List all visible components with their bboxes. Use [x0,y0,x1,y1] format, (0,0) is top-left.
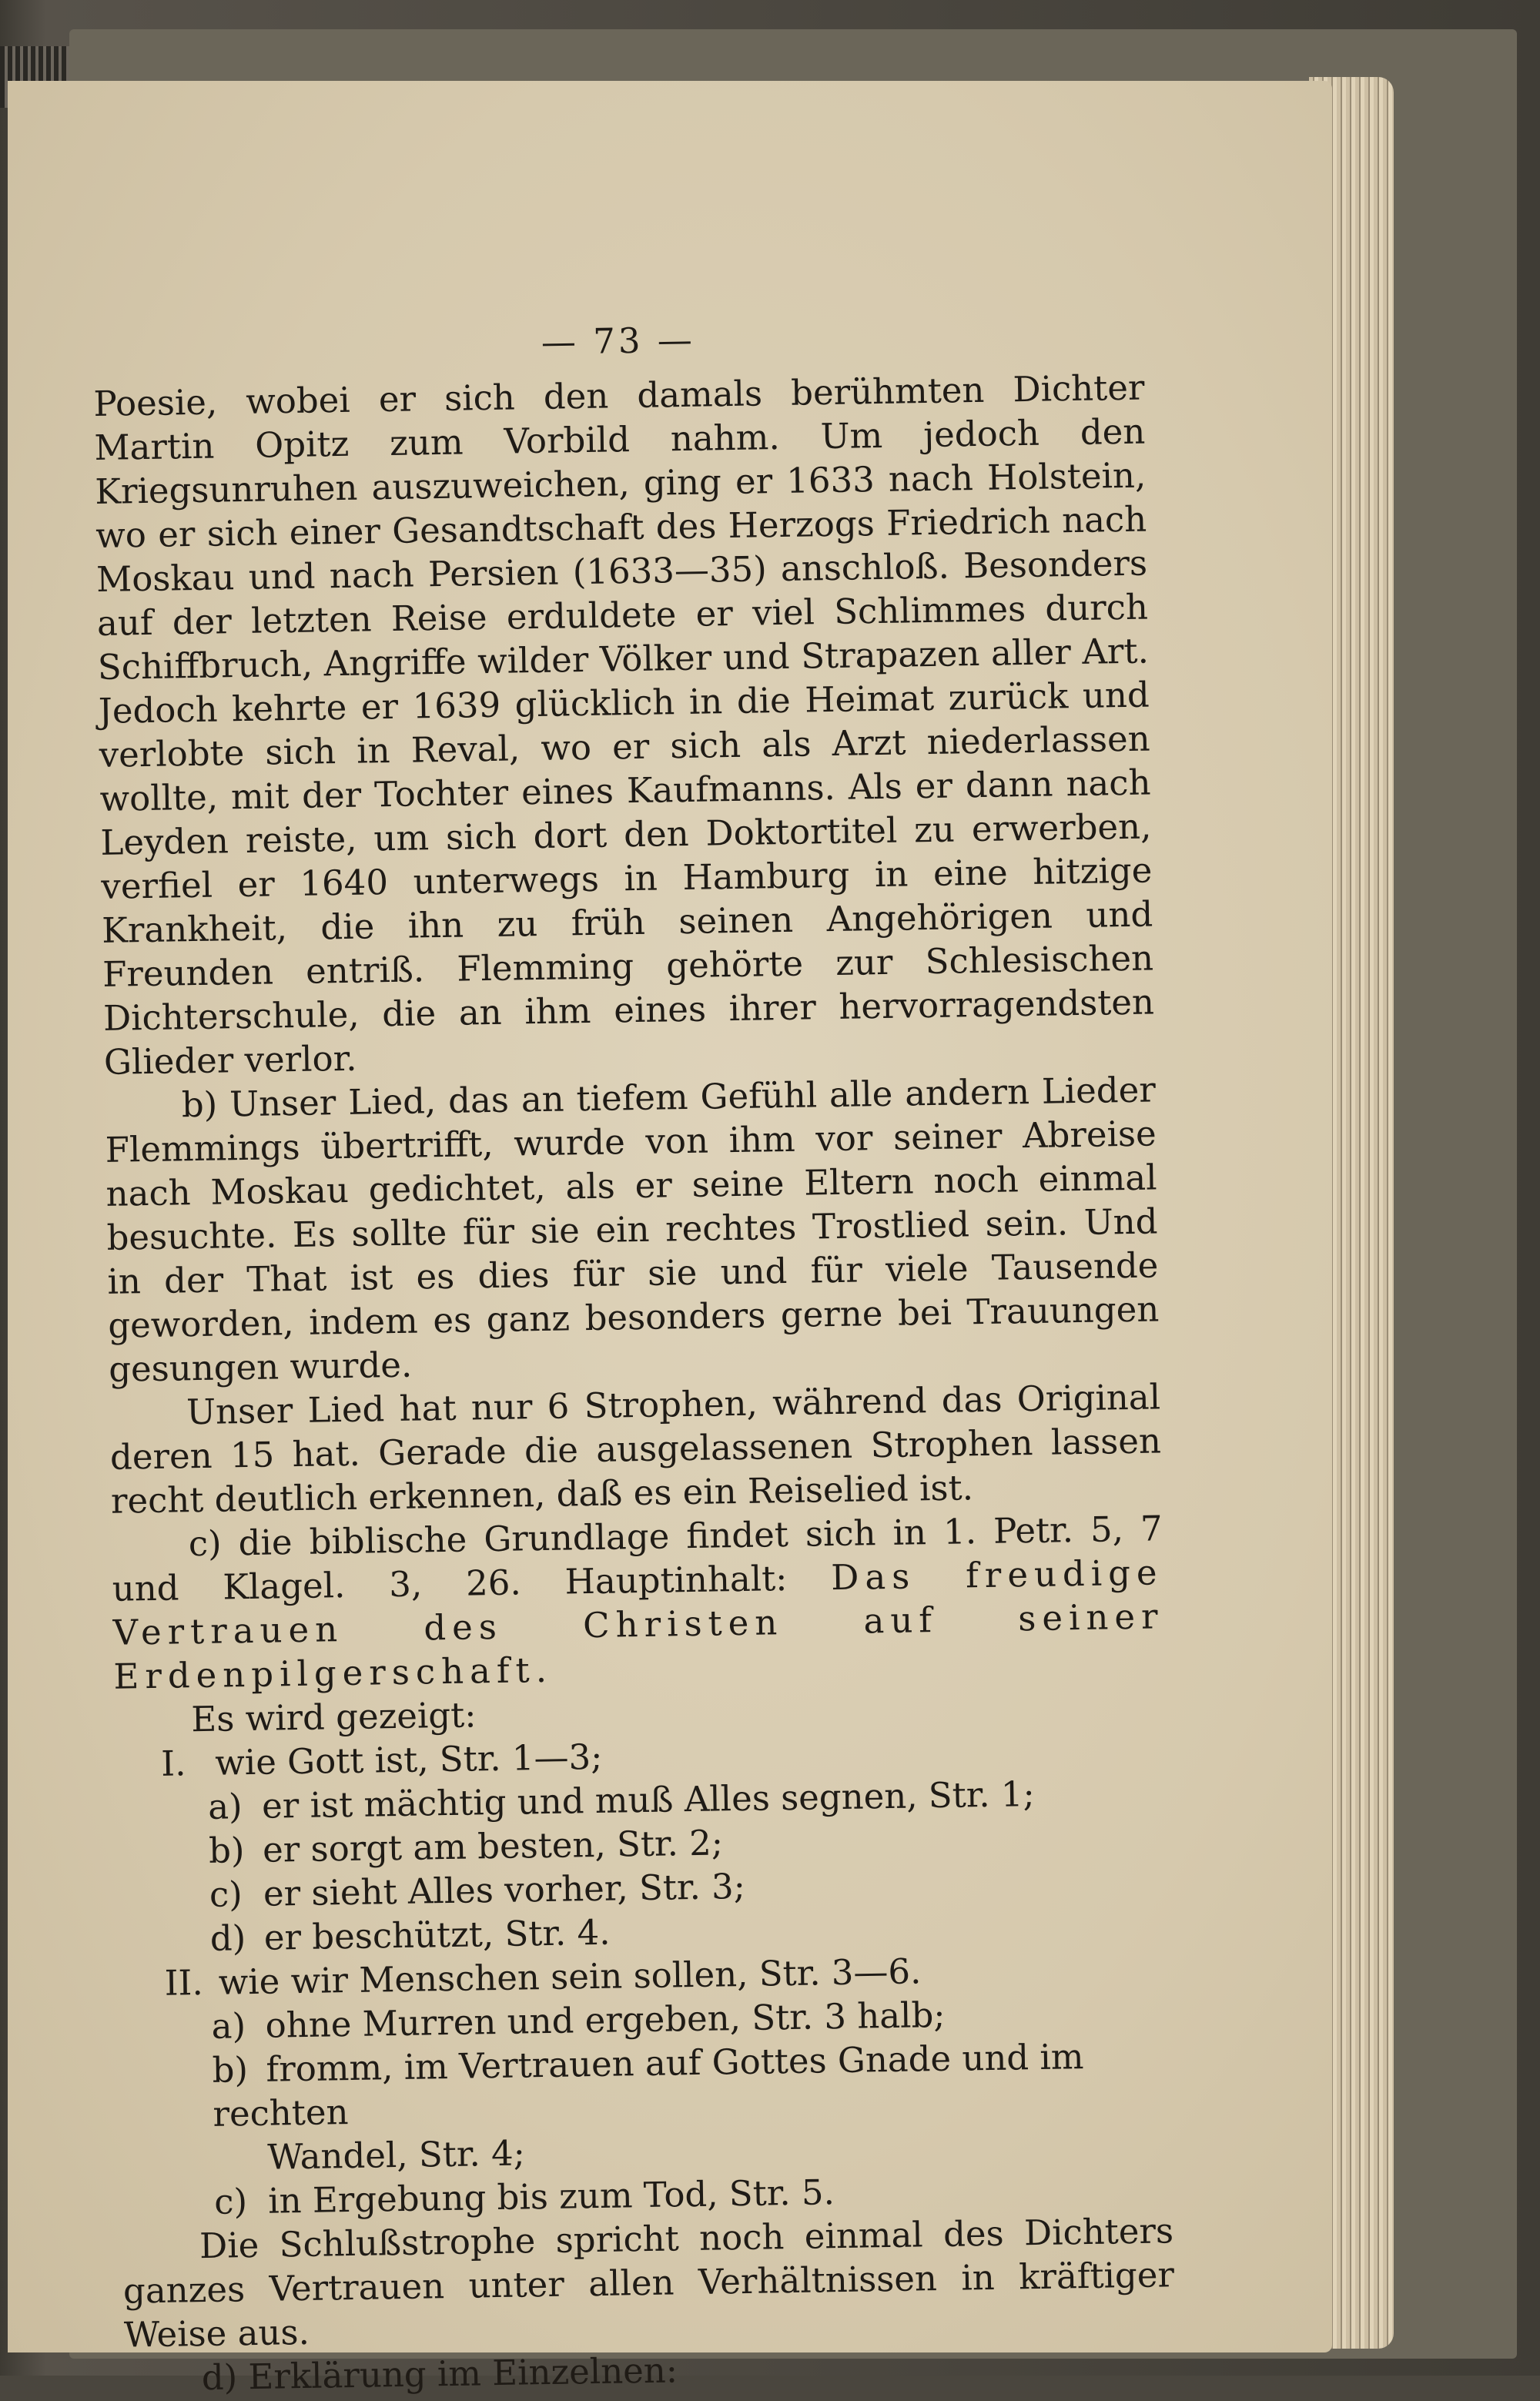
outline-item-II-a: a) ohne Murren und ergeben, Str. 3 halb; [211,1994,946,2047]
page-text-block [92,311,1176,2401]
closing-paragraph: Die Schlußstrophe spricht noch einmal des Dichters ganzes Vertrauen unter allen Verhältnissen in kräftiger Weise aus. [122,2210,1175,2356]
outline-item-II-b: b) fromm, im Vertrauen auf Gottes Gnade und im rechten [212,2036,1084,2135]
outline-item-II-b-cont: Wandel, Str. 4; [266,2132,526,2178]
outline-item-I-b: b) er sorgt am besten, Str. 2; [208,1822,724,1871]
outline-section-2 [118,1945,1173,2225]
outline-item-I: I. wie Gott ist, Str. 1—3; [160,1736,603,1784]
strophen-paragraph: Unser Lied hat nur 6 Strophen, während das Original deren 15 hat. Gerade die ausgelassenen Strophen lassen recht deutlich erkennen, daß es ein Reiselied ist. [109,1376,1162,1522]
paragraph-b: b) Unser Lied, das an tiefem Gefühl alle andern Lieder Flemmings übertrifft, wurde von ihm vor seiner Abreise nach Moskau gedichtet, als er seine Eltern noch einmal besuchte. Es sollte für sie ein rechtes Trostlied sein. Und in der That ist es dies für sie und für viele Tausende geworden, indem es ganz besonders gerne bei Trauungen gesungen wurde. [105,1069,1160,1390]
outline-item-I-c: c) er sieht Alles vorher, Str. 3; [209,1865,746,1915]
paragraph-c-text: c) die biblische Grundlage findet sich in 1. Petr. 5, 7 und Klagel. 3, 26. Hauptinhalt: [112,1508,1163,1609]
book-page [8,81,1332,2399]
main-theme: Das freudige Vertrauen des Christen auf seiner Erdenpilgerschaft. [112,1552,1164,1697]
biography-paragraph: Poesie, wobei er sich den damals berühmten Dichter Martin Opitz zum Vorbild nahm. Um jedoch den Kriegsunruhen auszuweichen, ging er 1633 nach Holstein, wo er sich einer Gesandtschaft des Herzogs Friedrich nach Moskau und nach Persien (1633—35) anschloß. Besonders auf der letzten Reise erduldete er viel Schlimmes durch Schiffbruch, Angriffe wilder Völker und Strapazen aller Art. Jedoch kehrte er 1639 glücklich in die Heimat zurück und verlobte sich in Reval, wo er sich als Arzt niederlassen wollte, mit der Tochter eines Kaufmanns. Als er dann nach Leyden reiste, um sich dort den Doktortitel zu erwerben, verfiel er 1640 unterwegs in Hamburg in eine hitzige Krankheit, die ihn zu früh seinen Angehörigen und Freunden entriß. Flemming gehörte zur Schlesischen Dichterschule, die an ihm eines ihrer hervorragendsten Glieder verlor. [93,367,1155,1083]
outline-item-II: II. wie wir Menschen sein sollen, Str. 3—6. [164,1951,922,2004]
outline-section-1 [115,1726,1169,1961]
outline-item-II-c: c) in Ergebung bis zum Tod, Str. 5. [213,2172,835,2222]
outline-item-I-a: a) er ist mächtig und muß Alles segnen, Str. 1; [207,1773,1036,1827]
page-number: — 73 — [541,319,696,363]
paragraph-c [111,1506,1164,1698]
outline-intro: Es wird gezeigt: [190,1694,477,1740]
outline-item-I-d: d) er beschützt, Str. 4. [209,1911,611,1959]
section-d-heading: d) Erklärung im Einzelnen: [201,2349,678,2399]
